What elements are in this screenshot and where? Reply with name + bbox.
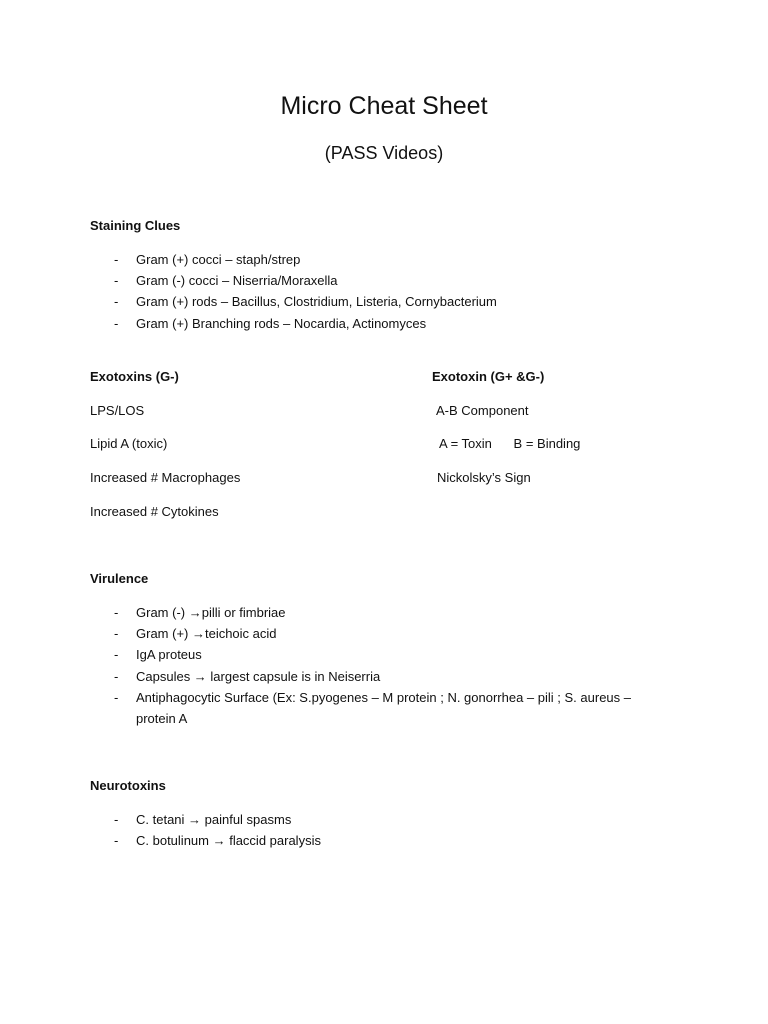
list-item: - C. tetani → painful spasms — [90, 809, 656, 830]
virulence-heading: Virulence — [90, 571, 149, 586]
neurotoxins-list — [90, 809, 656, 851]
virulence-list — [90, 602, 656, 729]
bullet-dash: - — [114, 252, 119, 267]
list-item: - C. botulinum → flaccid paralysis — [90, 830, 656, 851]
list-item: - Antiphagocytic Surface (Ex: S.pyogenes – M protein ; N. gonorrhea – pili ; S. aureus – protein A — [90, 687, 656, 729]
list-item: - IgA proteus — [90, 644, 656, 665]
bullet-dash: - — [114, 273, 119, 289]
exotoxins-gneg-item: Lipid A (toxic) — [90, 436, 168, 451]
neurotoxins-heading: Neurotoxins — [90, 778, 166, 793]
list-item: - Gram (+) cocci – staph/strep — [90, 249, 656, 270]
staining-heading: Staining Clues — [90, 218, 181, 233]
bullet-dash: - — [114, 689, 119, 705]
list-item: - Gram (-) →pilli or fimbriae — [90, 602, 656, 623]
list-item: - Gram (+) rods – Bacillus, Clostridium, Listeria, Cornybacterium — [90, 291, 656, 312]
exotoxins-gneg-item: Increased # Cytokines — [90, 504, 219, 519]
exotoxins-gneg-item: LPS/LOS — [90, 403, 145, 418]
list-item: - Gram (+) Branching rods – Nocardia, Actinomyces — [90, 313, 656, 334]
page-title: Micro Cheat Sheet — [280, 92, 488, 120]
list-item: - Gram (-) cocci – Niserria/Moraxella — [90, 270, 656, 291]
bullet-dash: - — [114, 605, 119, 620]
exotoxin-gpos-gneg-item: Nickolsky’s Sign — [437, 470, 531, 485]
list-item: - Capsules → largest capsule is in Neiserria — [90, 666, 656, 687]
bullet-dash: - — [114, 833, 119, 849]
list-item: - Gram (+) →teichoic acid — [90, 623, 656, 644]
exotoxin-gpos-gneg-heading: Exotoxin (G+ &G-) — [432, 369, 545, 384]
bullet-dash: - — [114, 668, 119, 684]
bullet-dash: - — [114, 626, 119, 642]
exotoxin-gpos-gneg-item: A = Toxin B = Binding — [439, 436, 581, 451]
exotoxin-gpos-gneg-item: A-B Component — [436, 403, 529, 418]
exotoxins-gneg-heading: Exotoxins (G-) — [90, 369, 179, 384]
exotoxins-gneg-item: Increased # Macrophages — [90, 470, 241, 485]
bullet-dash: - — [114, 647, 119, 663]
staining-list — [90, 249, 656, 334]
bullet-dash: - — [114, 315, 119, 331]
bullet-dash: - — [114, 812, 119, 827]
page-subtitle: (PASS Videos) — [324, 143, 444, 163]
bullet-dash: - — [114, 294, 119, 310]
